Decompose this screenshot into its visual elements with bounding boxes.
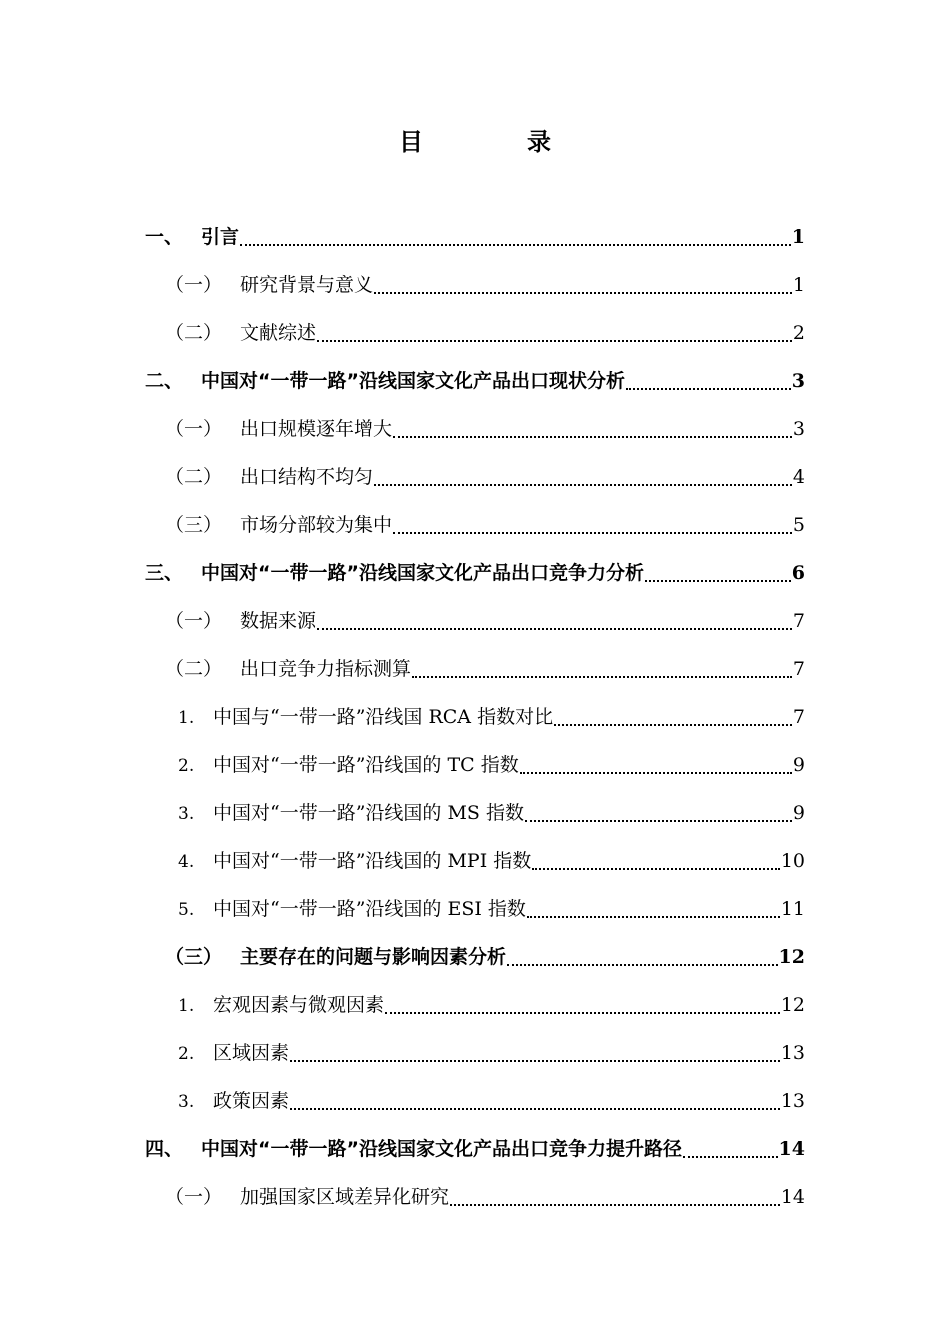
toc-entry-number: （二）	[165, 466, 223, 488]
toc-entry-number: 二、	[145, 370, 184, 392]
toc-entry-label: 出口规模逐年增大	[240, 418, 393, 440]
toc-entry-3-3-2[interactable]	[178, 1029, 805, 1077]
toc-entry-number: 三、	[145, 562, 184, 584]
toc-entry-2[interactable]	[145, 357, 805, 405]
toc-entry-page: 9	[792, 754, 805, 776]
dot-leader	[683, 1156, 778, 1158]
toc-entry-page: 13	[780, 1042, 805, 1064]
dot-leader	[527, 916, 780, 918]
toc-entry-label: 市场分部较为集中	[240, 514, 393, 536]
toc-entry-label: 主要存在的问题与影响因素分析	[240, 946, 507, 968]
toc-entry-1-1[interactable]	[165, 261, 805, 309]
toc-entry-label: 出口竞争力指标测算	[240, 658, 412, 680]
toc-entry-page: 9	[792, 802, 805, 824]
toc-entry-label: 政策因素	[213, 1090, 290, 1112]
toc-entry-number: 1.	[178, 996, 195, 1016]
toc-entry-number: 3.	[178, 1092, 195, 1112]
toc-entry-3-2-4[interactable]	[178, 837, 805, 885]
toc-entry-page: 10	[780, 850, 805, 872]
toc-entry-label: 中国对“一带一路”沿线国家文化产品出口现状分析	[201, 370, 625, 392]
dot-leader	[532, 868, 780, 870]
toc-entry-label: 区域因素	[213, 1042, 290, 1064]
toc-entry-page: 7	[792, 706, 805, 728]
toc-entry-3-3-3[interactable]	[178, 1077, 805, 1125]
toc-entry-page: 7	[792, 658, 805, 680]
dot-leader	[393, 532, 792, 534]
dot-leader	[645, 580, 791, 582]
toc-entry-number: 5.	[178, 900, 195, 920]
toc-entry-label: 中国对“一带一路”沿线国家文化产品出口竞争力提升路径	[201, 1138, 682, 1160]
toc-entry-label: 宏观因素与微观因素	[213, 994, 385, 1016]
toc-entry-page: 14	[778, 1138, 805, 1160]
toc-entry-number: 四、	[145, 1138, 184, 1160]
toc-entry-3-2[interactable]	[165, 645, 805, 693]
toc-entry-page: 12	[780, 994, 805, 1016]
toc-entry-number: 一、	[145, 226, 184, 248]
toc-entry-page: 11	[780, 898, 805, 920]
toc-entry-number: （一）	[165, 1186, 223, 1208]
dot-leader	[317, 340, 792, 342]
toc-entry-page: 12	[778, 946, 805, 968]
dot-leader	[525, 820, 792, 822]
toc-entry-label: 中国对“一带一路”沿线国的 TC 指数	[213, 754, 519, 776]
dot-leader	[450, 1204, 780, 1206]
toc-entry-label: 加强国家区域差异化研究	[240, 1186, 450, 1208]
dot-leader	[385, 1012, 780, 1014]
dot-leader	[520, 772, 792, 774]
toc-entry-number: （二）	[165, 322, 223, 344]
toc-entry-page: 4	[792, 466, 805, 488]
toc-entry-3-2-3[interactable]	[178, 789, 805, 837]
toc-entry-2-1[interactable]	[165, 405, 805, 453]
dot-leader	[240, 244, 791, 246]
toc-entry-3-1[interactable]	[165, 597, 805, 645]
toc-entry-page: 2	[792, 322, 805, 344]
toc-entry-number: 4.	[178, 852, 195, 872]
dot-leader	[554, 724, 792, 726]
toc-entry-label: 中国对“一带一路”沿线国的 MPI 指数	[213, 850, 532, 872]
toc-entry-3-2-2[interactable]	[178, 741, 805, 789]
dot-leader	[393, 436, 792, 438]
toc-entry-label: 出口结构不均匀	[240, 466, 374, 488]
toc-entry-page: 5	[792, 514, 805, 536]
toc-entry-3-2-1[interactable]	[178, 693, 805, 741]
toc-entry-number: （二）	[165, 658, 223, 680]
toc-entry-1-2[interactable]	[165, 309, 805, 357]
toc-entry-3-2-5[interactable]	[178, 885, 805, 933]
toc-entry-number: （三）	[165, 946, 223, 968]
toc-entry-label: 数据来源	[240, 610, 317, 632]
toc-entry-4[interactable]	[145, 1125, 805, 1173]
toc-entry-page: 1	[792, 274, 805, 296]
toc-entry-page: 7	[792, 610, 805, 632]
dot-leader	[412, 676, 792, 678]
toc-entry-page: 1	[791, 226, 805, 248]
toc-entry-label: 研究背景与意义	[240, 274, 374, 296]
toc-entry-label: 中国对“一带一路”沿线国的 ESI 指数	[213, 898, 526, 920]
toc-entry-page: 3	[791, 370, 805, 392]
toc-entry-4-1[interactable]	[165, 1173, 805, 1221]
toc-entry-1[interactable]	[145, 213, 805, 261]
toc-entry-label: 文献综述	[240, 322, 317, 344]
toc-entry-3-3[interactable]	[165, 933, 805, 981]
toc-entry-page: 14	[780, 1186, 805, 1208]
dot-leader	[507, 964, 778, 966]
toc-entry-2-3[interactable]	[165, 501, 805, 549]
toc-title: 目 录	[399, 128, 591, 156]
toc-entry-3[interactable]	[145, 549, 805, 597]
dot-leader	[374, 292, 792, 294]
toc-entry-page: 6	[791, 562, 805, 584]
toc-entry-number: 2.	[178, 756, 195, 776]
dot-leader	[626, 388, 791, 390]
dot-leader	[290, 1108, 780, 1110]
toc-entry-number: （一）	[165, 418, 223, 440]
toc-entry-2-2[interactable]	[165, 453, 805, 501]
toc-entry-page: 3	[792, 418, 805, 440]
toc-entry-page: 13	[780, 1090, 805, 1112]
toc-entry-label: 引言	[201, 226, 240, 248]
toc-entry-label: 中国对“一带一路”沿线国家文化产品出口竞争力分析	[201, 562, 644, 584]
dot-leader	[374, 484, 792, 486]
toc-entry-number: （一）	[165, 610, 223, 632]
toc-entry-number: 1.	[178, 708, 195, 728]
toc-entry-number: （一）	[165, 274, 223, 296]
dot-leader	[317, 628, 792, 630]
dot-leader	[290, 1060, 780, 1062]
toc-entry-3-3-1[interactable]	[178, 981, 805, 1029]
toc-entry-label: 中国对“一带一路”沿线国的 MS 指数	[213, 802, 524, 824]
toc-entry-label: 中国与“一带一路”沿线国 RCA 指数对比	[213, 706, 554, 728]
toc-entry-number: 2.	[178, 1044, 195, 1064]
toc-entry-number: 3.	[178, 804, 195, 824]
toc-entry-number: （三）	[165, 514, 223, 536]
